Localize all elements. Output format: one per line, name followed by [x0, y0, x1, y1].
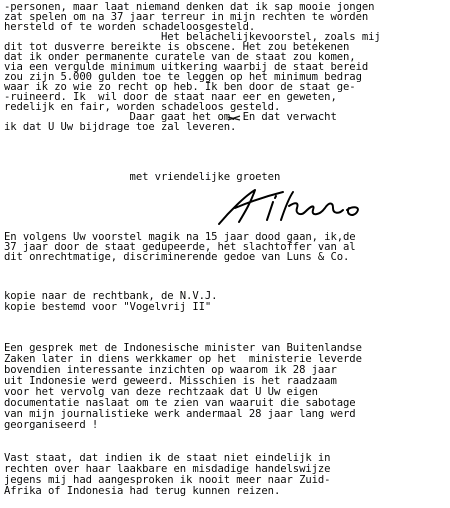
closing-greeting: met vriendelijke groeten	[4, 171, 281, 183]
letter-line: via een vergulde minimum uitkering waarbij de staat bereid	[4, 61, 369, 73]
letter-line: voor het vervolg van deze rechtzaak dat U Uw eigen	[4, 386, 318, 398]
letter-line: uit Indonesie werd geweerd. Misschien is het raadzaam	[4, 375, 337, 387]
copy-notice: kopie naar de rechtbank, de N.V.J.	[4, 290, 218, 302]
letter-line: zat spelen om na 37 jaar terreur in mijn rechten te worden	[4, 11, 369, 23]
copy-notice: kopie bestemd voor "Vogelvrij II"	[4, 301, 212, 313]
letter-line: -ruineerd. Ik wil door de staat naar eer en geweten,	[4, 91, 337, 103]
letter-line: dit tot dusverre bereikte is obscene. Het zou betekenen	[4, 41, 350, 53]
letter-line: waar ik zo wie zo recht op heb. Ik ben door de staat ge-	[4, 81, 356, 93]
letter-line: jegens mij had aangesproken ik nooit meer naar Zuid-	[4, 474, 331, 486]
letter-line: Vast staat, dat indien ik de staat niet eindelijk in	[4, 452, 331, 464]
letter-line: bovendien interessante inzichten op waarom ik 28 jaar	[4, 364, 337, 376]
letter-line: -personen, maar laat niemand denken dat ik sap mooie jongen	[4, 1, 375, 13]
letter-line: Afrika of Indonesia had terug kunnen reizen.	[4, 485, 281, 497]
letter-line: redelijk en fair, worden schadeloos gesteld.	[4, 101, 281, 113]
letter-line: van mijn journalistieke werk andermaal 28 jaar lang werd	[4, 408, 356, 420]
handwritten-signature	[215, 184, 380, 228]
letter-line: documentatie naslaat om te zien van waaruit die sabotage	[4, 397, 356, 409]
letter-line: Daar gaat het om. En dat verwacht	[4, 111, 337, 123]
letter-line: zou zijn 5.000 gulden toe te leggen op het minimum bedrag	[4, 71, 362, 83]
letter-line: dat ik onder permanente curatele van de staat zou komen,	[4, 51, 356, 63]
letter-line: 37 jaar door de staat gedupeerde, het slachtoffer van al	[4, 241, 356, 253]
letter-line: Een gesprek met de Indonesische minister van Buitenlandse	[4, 342, 362, 354]
letter-line: En volgens Uw voorstel magik na 15 jaar dood gaan, ik,de	[4, 231, 356, 243]
letter-line: Het belachelijkevoorstel, zoals mij	[4, 31, 381, 43]
letter-line: ik dat U Uw bijdrage toe zal leveren.	[4, 121, 237, 133]
letter-line: dit onrechtmatige, discriminerende gedoe van Luns & Co.	[4, 251, 350, 263]
letter-line: rechten over haar laakbare en misdadige handelswijze	[4, 463, 331, 475]
letter-line: georganiseerd !	[4, 419, 99, 431]
letter-line: Zaken later in diens werkkamer op het ministerie leverde	[4, 353, 362, 365]
letter-line: hersteld of te worden schadeloosgesteld.	[4, 21, 256, 33]
